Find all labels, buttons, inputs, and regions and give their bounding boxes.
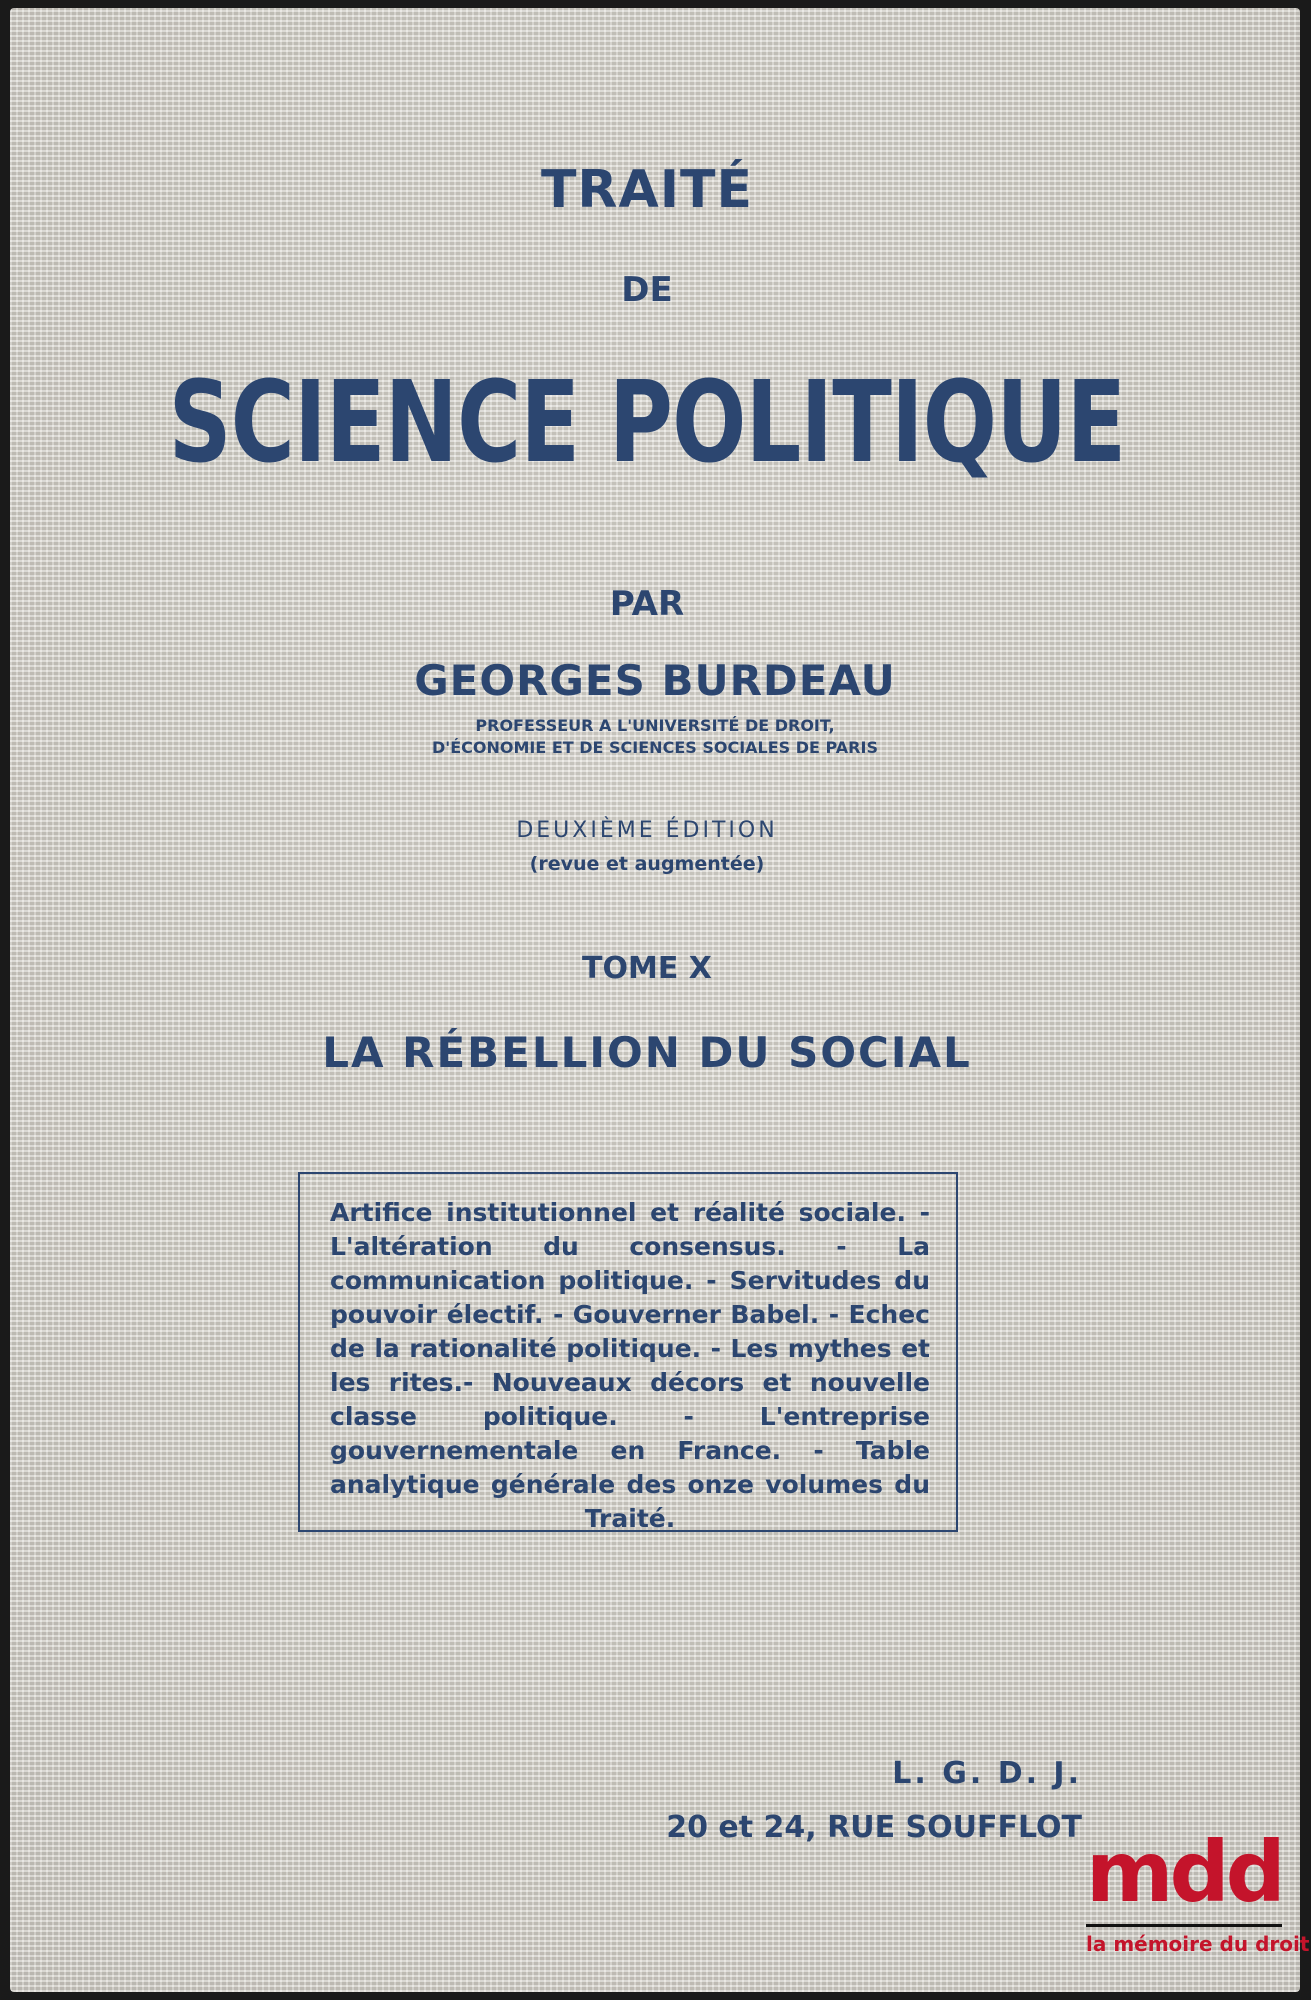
title-de: DE — [621, 270, 673, 310]
edition-note: (revue et augmentée) — [529, 853, 765, 875]
edition-label: DEUXIÈME ÉDITION — [516, 818, 778, 843]
mdd-logo — [1080, 1823, 1310, 1978]
contents-box — [298, 1172, 958, 1532]
by-label: PAR — [609, 584, 685, 624]
volume-subtitle: LA RÉBELLION DU SOCIAL — [322, 1028, 972, 1077]
publisher-name: L. G. D. J. — [892, 1756, 1082, 1791]
book-cover — [10, 8, 1300, 1992]
author-affiliation-line1: PROFESSEUR A L'UNIVERSITÉ DE DROIT, — [475, 716, 835, 735]
author-name: GEORGES BURDEAU — [414, 656, 896, 705]
logo-mark: mdd — [1086, 1823, 1282, 1921]
author-affiliation-line2: D'ÉCONOMIE ET DE SCIENCES SOCIALES DE PARIS — [432, 738, 878, 757]
contents-summary: Artifice institutionnel et réalité sociale. - L'altération du consensus. - La communication politique. - Servitudes du pouvoir électif. - Gouverner Babel. - Echec de la rationalité politique. - Les mythes et les rites.- Nouveaux décors et nouvelle classe politique. - L'entreprise gouvernementale en France. - Table analytique générale des onze volumes du Traité. — [330, 1198, 930, 1533]
main-title: SCIENCE POLITIQUE — [168, 358, 1126, 488]
volume-number: TOME X — [582, 951, 712, 986]
publisher-address: 20 et 24, RUE SOUFFLOT — [666, 1810, 1082, 1845]
logo-divider — [1086, 1924, 1282, 1927]
logo-tagline: la mémoire du droit — [1086, 1932, 1310, 1956]
title-traite: TRAITÉ — [540, 160, 754, 220]
